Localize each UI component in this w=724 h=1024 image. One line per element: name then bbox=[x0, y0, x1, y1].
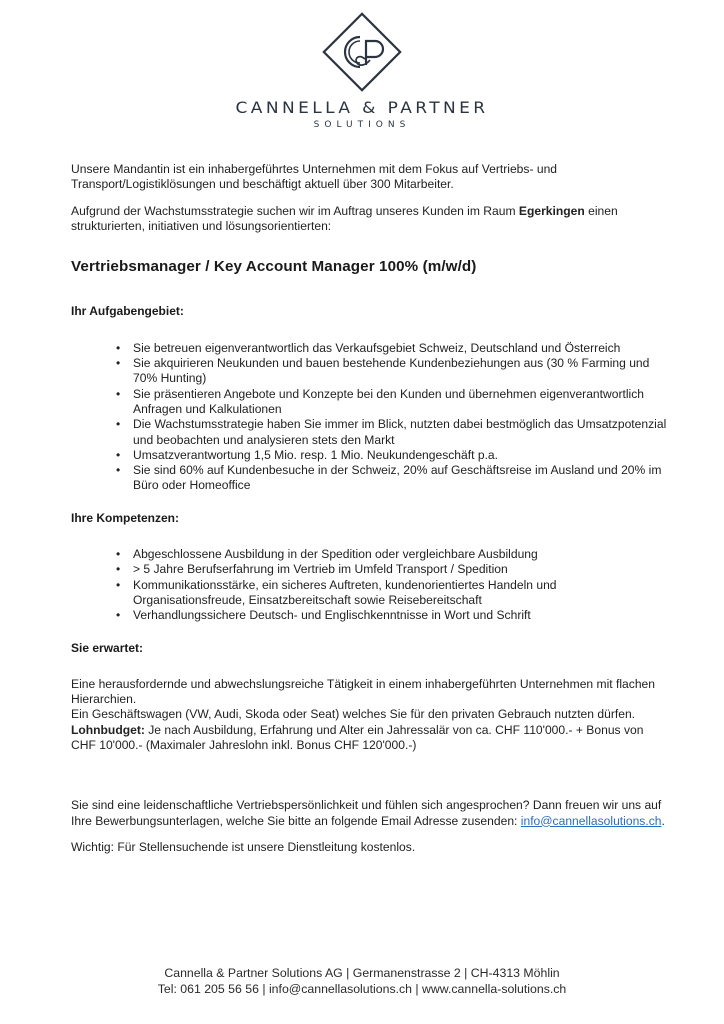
competences-heading: Ihre Kompetenzen: bbox=[71, 510, 180, 525]
tasks-list bbox=[116, 341, 671, 494]
company-subtitle: SOLUTIONS bbox=[313, 120, 411, 130]
email-link[interactable]: info@cannellasolutions.ch bbox=[520, 813, 662, 828]
offer-line-2: Ein Geschäftswagen (VW, Audi, Skoda oder Seat) welches Sie für den privaten Gebrauch nutzten dürfen. Lohnbudget: Je nach Ausbildung, Erfahrung und Alter ein Jahressalär von ca. CHF 110'000.- + Bonus von CHF 10'000.- (Maximaler Jahreslohn inkl. Bonus CHF 120'000.-) bbox=[71, 707, 644, 753]
footer-address: Cannella & Partner Solutions AG | Germanenstrasse 2 | CH-4313 Möhlin bbox=[164, 966, 560, 980]
list-item: • Sie sind 60% auf Kundenbesuche in der Schweiz, 20% auf Geschäftsreise im Ausland und 20% im Büro oder Homeoffice bbox=[116, 463, 662, 493]
location: Egerkingen bbox=[518, 203, 585, 218]
job-ad-body bbox=[71, 162, 671, 855]
list-item: • Abgeschlossene Ausbildung in der Spedition oder vergleichbare Ausbildung bbox=[116, 547, 538, 562]
salary-label: Lohnbudget: bbox=[71, 722, 145, 737]
list-item: • Verhandlungssichere Deutsch- und Englischkenntnisse in Wort und Schrift bbox=[116, 608, 531, 623]
offer-body bbox=[71, 677, 671, 753]
intro-paragraph-1: Unsere Mandantin ist ein inhabergeführtes Unternehmen mit dem Fokus auf Vertriebs- und Transport/Logistiklösungen und beschäftigt aktuell über 300 Mitarbeiter. bbox=[71, 162, 558, 192]
page-footer bbox=[0, 965, 724, 997]
company-logo bbox=[0, 10, 724, 130]
bullet-icon: • bbox=[116, 608, 121, 623]
offer-heading: Sie erwartet: bbox=[71, 640, 144, 655]
closing-note: Wichtig: Für Stellensuchende ist unsere Dienstleitung kostenlos. bbox=[71, 839, 416, 854]
bullet-icon: • bbox=[116, 463, 121, 478]
bullet-icon: • bbox=[116, 386, 121, 401]
bullet-icon: • bbox=[116, 340, 121, 355]
bullet-icon: • bbox=[116, 577, 121, 592]
intro-paragraph-2: Aufgrund der Wachstumsstrategie suchen wir im Auftrag unseres Kunden im Raum Egerkingen einen strukturierten, initiativen und lösungsorientierten: bbox=[71, 203, 618, 233]
offer-line-1: Eine herausfordernde und abwechslungsreiche Tätigkeit in einem inhabergeführten Unternehmen mit flachen Hierarchien. bbox=[71, 676, 655, 707]
bullet-icon: • bbox=[116, 356, 121, 371]
bullet-icon: • bbox=[116, 547, 121, 562]
competences-list bbox=[116, 547, 671, 623]
closing-section bbox=[71, 798, 671, 855]
job-title: Vertriebsmanager / Key Account Manager 100% (m/w/d) bbox=[71, 258, 477, 276]
list-item: • Sie betreuen eigenverantwortlich das Verkaufsgebiet Schweiz, Deutschland und Österreich bbox=[116, 340, 621, 355]
list-item: • Kommunikationsstärke, ein sicheres Auftreten, kundenorientiertes Handeln und Organisationsfreude, Einsatzbereitschaft sowie Reisebereitschaft bbox=[116, 577, 557, 607]
footer-contact: Tel: 061 205 56 56 | info@cannellasolutions.ch | www.cannella-solutions.ch bbox=[157, 982, 567, 996]
bullet-icon: • bbox=[116, 447, 121, 462]
list-item: • > 5 Jahre Berufserfahrung im Vertrieb im Umfeld Transport / Spedition bbox=[116, 562, 508, 577]
list-item: • Sie akquirieren Neukunden und bauen bestehende Kundenbeziehungen aus (30 % Farming und 70% Hunting) bbox=[116, 356, 650, 386]
tasks-heading: Ihr Aufgabengebiet: bbox=[71, 304, 184, 319]
bullet-icon: • bbox=[116, 562, 121, 577]
bullet-icon: • bbox=[116, 417, 121, 432]
list-item: • Umsatzverantwortung 1,5 Mio. resp. 1 Mio. Neukundengeschäft p.a. bbox=[116, 447, 499, 462]
cp-diamond-logo-icon bbox=[316, 10, 408, 94]
company-name: CANNELLA & PARTNER bbox=[235, 98, 489, 118]
list-item: • Die Wachstumsstrategie haben Sie immer im Blick, nutzten dabei bestmöglich das Umsatzpotenzial und beobachten und analysieren stets den Markt bbox=[116, 417, 667, 447]
list-item: • Sie präsentieren Angebote und Konzepte bei den Kunden und übernehmen eigenverantwortlich Anfragen und Kalkulationen bbox=[116, 386, 645, 416]
closing-paragraph: Sie sind eine leidenschaftliche Vertriebspersönlichkeit und fühlen sich angesprochen? Dann freuen wir uns auf Ihre Bewerbungsunterlagen, welche Sie bitte an folgende Email Adresse zusenden: info@cannellasolutions.ch. bbox=[71, 798, 665, 828]
